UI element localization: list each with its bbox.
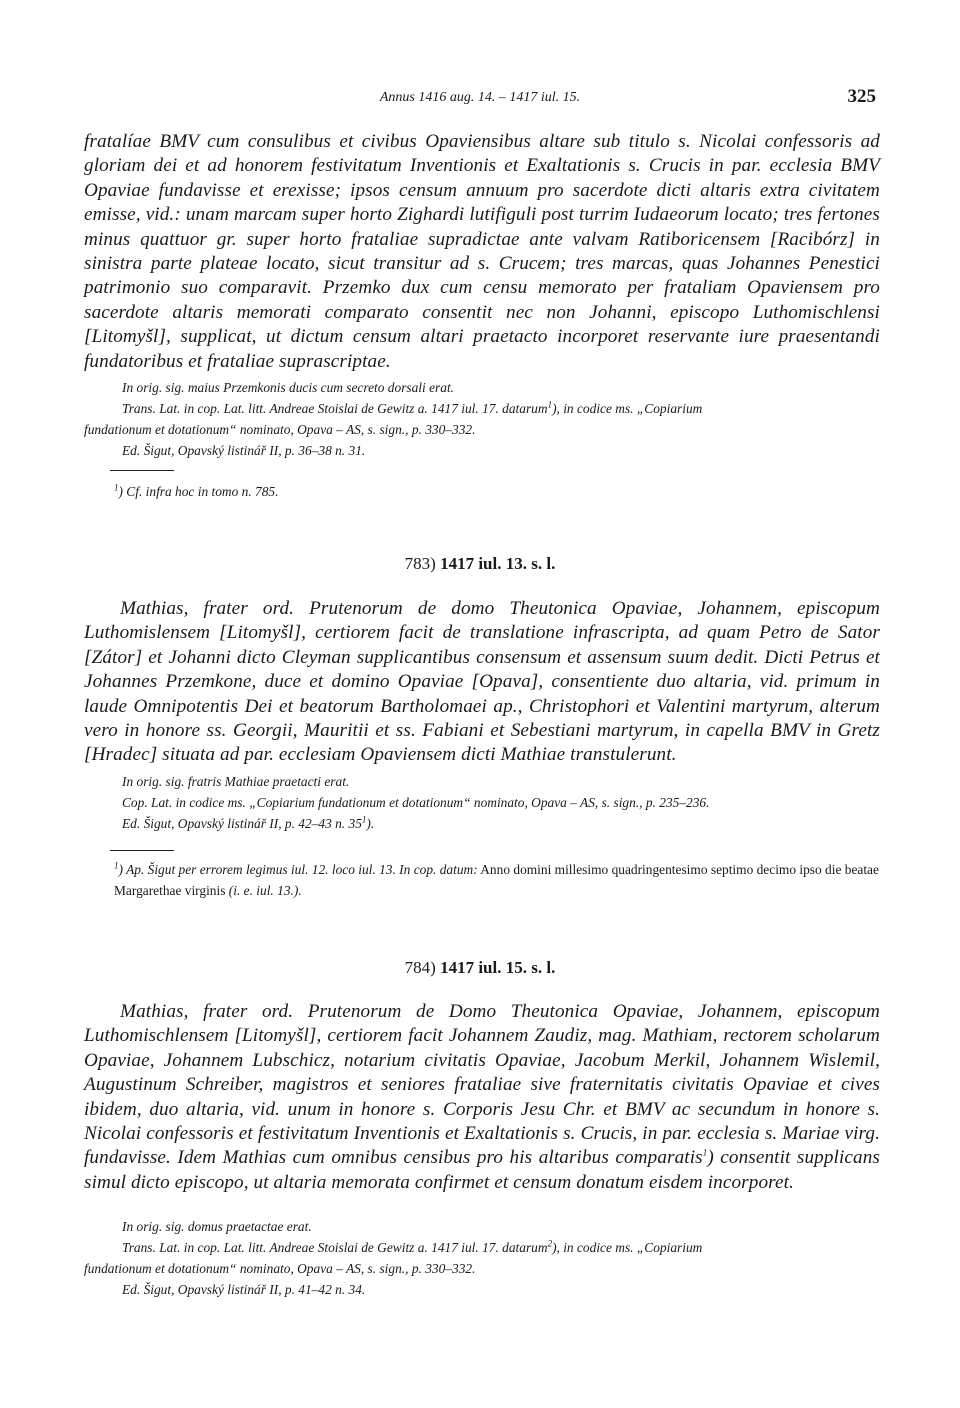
page-number: 325 bbox=[847, 86, 876, 107]
document-783-text: Mathias, frater ord. Prutenorum de domo Theutonica Opaviae, Johannem, episcopum Luthomislensem [Litomyšl], certiorem facit de translatione infrascripta, ad quam Petro de Sator [Zátor] et Johanni dicto Cleyman supplicantibus consensum et assensum suum dedit. Dicti Petrus et Johannes Przemkone, duce et domino Opaviae [Opava], consentiente duo altaria, vid. primum in laude Omnipotentis Dei et beatorum Bartholomaei ap., Christophori et Valentini martyrum, alterum vero in honore ss. Georgii, Mauritii et ss. Fabiani et Sebestiani martyrum, in capella BMV in Gretz [Hradec] situata ad par. ecclesiam Opaviensem dicti Mathiae transtulerunt. bbox=[84, 598, 880, 766]
document-heading-783: 783) 1417 iul. 13. s. l. bbox=[404, 554, 556, 573]
transcript-note-continued: fundationum et dotationum“ nominato, Opava – AS, s. sign., p. 330–332. bbox=[84, 422, 476, 437]
edition-note: Ed. Šigut, Opavský listinář II, p. 36–38 n. 31. bbox=[122, 443, 366, 458]
document-heading-784: 784) 1417 iul. 15. s. l. bbox=[404, 958, 556, 977]
document-784-body bbox=[84, 1000, 880, 1195]
prev-document-body bbox=[84, 130, 880, 374]
edition-note: Ed. Šigut, Opavský listinář II, p. 42–43 n. $35^1$). bbox=[122, 814, 375, 831]
seal-note: In orig. sig. domus praetactae erat. bbox=[122, 1219, 312, 1234]
seal-note: In orig. sig. fratris Mathiae praetacti erat. bbox=[122, 774, 350, 789]
running-head: Annus 1416 aug. 14. – 1417 iul. 15. bbox=[379, 90, 581, 105]
prev-document-notes bbox=[84, 377, 880, 461]
footnote-rule bbox=[110, 850, 174, 851]
prev-document-text: fratalíae BMV cum consulibus et civibus Opaviensibus altare sub titulo s. Nicolai confessoris ad gloriam dei et ad honorem festivitatum Inventionis et Exaltationis s. Crucis in par. ecclesia BMV Opaviae fundavisse et erexisse; ipsos censum annuum pro sacerdote dicti altaris extra civitatem emisse, vid.: unam marcam super horto Zighardi lutifiguli post turrim Iudaeorum locato; tres fertones minus quattuor gr. super horto frataliae supradictae ante valvam Ratiboricensem [Racibórz] in sinistra parte plateae locato, sicut transitur ad s. Crucem; tres marcas, quas Johannes Penestici patrimonio suo comparavit. Przemko dux cum censu memorato per frataliam Opaviensem pro sacerdote altaris memorati comparato consentit nec non Johanni, episcopo Luthomischlensi [Litomyšl], supplicat, ut dictum censum altari praetacto incorporet reservante iure praesentandi fundatoribus et frataliae suprascriptae. bbox=[84, 131, 880, 372]
transcript-note-continued: fundationum et dotationum“ nominato, Opava – AS, s. sign., p. 330–332. bbox=[84, 1261, 476, 1276]
copy-note: Cop. Lat. in codice ms. „Copiarium fundationum et dotationum“ nominato, Opava – AS, s. sign., p. 235–236. bbox=[122, 795, 710, 810]
document-784-text: Mathias, frater ord. Prutenorum de Domo Theutonica Opaviae, Johannem, episcopum Luthomischlensem [Litomyšl], certiorem facit Johannem Zaudiz, mag. Mathiam, rectorem scholarum Opaviae, Johannem Lubschicz, notarium civitatis Opaviae, Jacobum Merkil, Johannem Wislemil, Augustinum Schreiber, magistros et seniores frataliae sive fraternitatis civitatis Opaviae et cives ibidem, duo altaria, vid. unum in honore s. Corporis Jesu Chr. et BMV ac secundum in honore s. Nicolai confessoris et festivitatum Inventionis et Exaltationis s. Crucis, in par. ecclesia s. Mariae virg. fundavisse. Idem Mathias cum omnibus censibus pro his altaribus comparatis$^1$) consentit supplicans simul dicto episcopo, ut altaria memorata confirmet et censum donatum eisdem incorporet. bbox=[84, 1001, 880, 1193]
transcript-note: Trans. Lat. in cop. Lat. litt. Andreae Stoislai de Gewitz a. 1417 iul. 17. datarum$^1$), in codice ms. „Copiarium bbox=[122, 399, 703, 416]
document-784-notes bbox=[84, 1216, 880, 1300]
document-783-notes bbox=[84, 771, 880, 834]
transcript-note: Trans. Lat. in cop. Lat. litt. Andreae Stoislai de Gewitz a. 1417 iul. 17. datarum$^2$), in codice ms. „Copiarium bbox=[122, 1238, 703, 1255]
seal-note: In orig. sig. maius Przemkonis ducis cum secreto dorsali erat. bbox=[122, 380, 455, 395]
edition-note: Ed. Šigut, Opavský listinář II, p. 41–42 n. 34. bbox=[122, 1282, 366, 1297]
footnote: $^1$) Ap. Šigut per errorem legimus iul. 12. loco iul. 13. In cop. datum: Anno domini millesimo quadringentesimo septimo decimo ipso die beatae Margarethae virginis (i. e. iul. 13.). bbox=[114, 860, 879, 898]
footnote-rule bbox=[110, 470, 174, 471]
footnote: $^1$) Cf. infra hoc in tomo n. 785. bbox=[114, 482, 279, 499]
document-783-body bbox=[84, 597, 880, 768]
